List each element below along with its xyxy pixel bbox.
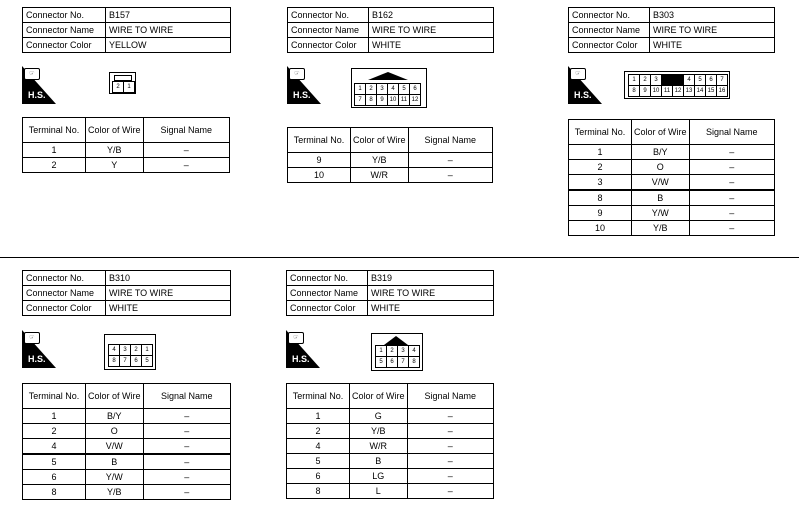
connector-no-label: Connector No. bbox=[23, 271, 106, 286]
connector-no-value: B162 bbox=[369, 8, 494, 23]
terminal-no-cell: 2 bbox=[23, 424, 86, 439]
signal-name-cell: – bbox=[689, 206, 774, 221]
terminal-row bbox=[23, 424, 231, 439]
connector-no-value: B319 bbox=[368, 271, 494, 286]
section-divider bbox=[0, 257, 799, 258]
terminal-no-cell: 1 bbox=[23, 409, 86, 424]
connector-pin: 2 bbox=[130, 344, 142, 356]
connector-pin: 4 bbox=[408, 345, 420, 357]
connector-info-table bbox=[22, 270, 231, 316]
terminal-no-cell: 1 bbox=[569, 145, 632, 160]
signal-name-cell: – bbox=[407, 469, 493, 484]
terminal-table bbox=[286, 383, 494, 499]
connector-color-value: WHITE bbox=[368, 301, 494, 316]
connector-face-diagram bbox=[104, 334, 156, 370]
signal-name-cell: – bbox=[143, 454, 230, 470]
signal-name-cell: – bbox=[407, 424, 493, 439]
connector-info-table bbox=[287, 7, 494, 53]
connector-pin: 12 bbox=[672, 85, 684, 97]
signal-name-header: Signal Name bbox=[143, 384, 230, 409]
terminal-row bbox=[23, 470, 231, 485]
connector-pin: 5 bbox=[375, 356, 387, 368]
terminal-row bbox=[288, 153, 493, 168]
connector-name-label: Connector Name bbox=[287, 286, 368, 301]
hs-icon: ☞ H.S. bbox=[568, 66, 602, 104]
signal-name-header: Signal Name bbox=[407, 384, 493, 409]
connector-name-value: WIRE TO WIRE bbox=[369, 23, 494, 38]
terminal-row bbox=[569, 221, 775, 236]
wire-color-cell: Y/B bbox=[350, 424, 408, 439]
connector-color-value: YELLOW bbox=[106, 38, 231, 53]
terminal-no-cell: 2 bbox=[23, 158, 86, 173]
wire-color-cell: Y/B bbox=[86, 485, 144, 500]
connector-no-label: Connector No. bbox=[569, 8, 650, 23]
connector-pin: 3 bbox=[650, 74, 662, 86]
connector-pin: 11 bbox=[398, 94, 410, 106]
signal-name-cell: – bbox=[407, 454, 493, 469]
terminal-row bbox=[287, 484, 494, 499]
connector-pin: 1 bbox=[141, 344, 153, 356]
connector-pin: 5 bbox=[141, 355, 153, 367]
connector-name-label: Connector Name bbox=[23, 23, 106, 38]
terminal-no-cell: 9 bbox=[288, 153, 351, 168]
connector-no-label: Connector No. bbox=[288, 8, 369, 23]
connector-info-table bbox=[22, 7, 231, 53]
connector-pin: 6 bbox=[386, 356, 398, 368]
wire-color-header: Color of Wire bbox=[351, 128, 409, 153]
terminal-table bbox=[568, 119, 775, 236]
connector-pin: 12 bbox=[409, 94, 421, 106]
hs-icon: ☞ H.S. bbox=[287, 66, 321, 104]
terminal-row bbox=[287, 454, 494, 469]
signal-name-cell: – bbox=[689, 145, 774, 160]
connector-pin: 4 bbox=[683, 74, 695, 86]
terminal-no-cell: 4 bbox=[23, 439, 86, 455]
connector-pin: 5 bbox=[398, 83, 410, 95]
wire-color-cell: Y/W bbox=[86, 470, 144, 485]
wire-color-cell: O bbox=[632, 160, 690, 175]
terminal-no-header: Terminal No. bbox=[288, 128, 351, 153]
terminal-row bbox=[287, 409, 494, 424]
connector-pin: 8 bbox=[365, 94, 377, 106]
connector-pin: 3 bbox=[397, 345, 409, 357]
terminal-no-cell: 6 bbox=[23, 470, 86, 485]
terminal-no-cell: 3 bbox=[569, 175, 632, 191]
connector-pin: 5 bbox=[694, 74, 706, 86]
terminal-row bbox=[287, 439, 494, 454]
terminal-no-cell: 9 bbox=[569, 206, 632, 221]
connector-no-value: B157 bbox=[106, 8, 231, 23]
connector-pin: 1 bbox=[354, 83, 366, 95]
hs-icon: ☞ H.S. bbox=[22, 66, 56, 104]
connector-pin: 16 bbox=[716, 85, 728, 97]
terminal-row bbox=[569, 145, 775, 160]
signal-name-cell: – bbox=[143, 439, 230, 455]
connector-no-label: Connector No. bbox=[23, 8, 106, 23]
connector-no-value: B303 bbox=[650, 8, 775, 23]
terminal-row bbox=[23, 485, 231, 500]
connector-face-diagram bbox=[351, 68, 427, 108]
connector-pin: 1 bbox=[628, 74, 640, 86]
terminal-no-cell: 4 bbox=[287, 439, 350, 454]
terminal-row bbox=[23, 409, 231, 424]
terminal-no-cell: 1 bbox=[287, 409, 350, 424]
wire-color-cell: Y/W bbox=[632, 206, 690, 221]
signal-name-cell: – bbox=[143, 424, 230, 439]
terminal-row bbox=[23, 143, 230, 158]
terminal-row bbox=[569, 160, 775, 175]
wire-color-cell: W/R bbox=[350, 439, 408, 454]
hs-icon: ☞ H.S. bbox=[22, 330, 56, 368]
signal-name-cell: – bbox=[407, 409, 493, 424]
connector-pin: 10 bbox=[387, 94, 399, 106]
wire-color-cell: O bbox=[86, 424, 144, 439]
connector-pin: 8 bbox=[108, 355, 120, 367]
terminal-no-header: Terminal No. bbox=[569, 120, 632, 145]
connector-pin: 1 bbox=[123, 81, 135, 93]
connector-pin: 4 bbox=[387, 83, 399, 95]
signal-name-header: Signal Name bbox=[408, 128, 492, 153]
terminal-no-header: Terminal No. bbox=[23, 118, 86, 143]
signal-name-header: Signal Name bbox=[143, 118, 229, 143]
connector-pin: 7 bbox=[716, 74, 728, 86]
terminal-no-cell: 2 bbox=[569, 160, 632, 175]
connector-color-value: WHITE bbox=[650, 38, 775, 53]
terminal-table bbox=[22, 383, 231, 500]
connector-pin: 2 bbox=[386, 345, 398, 357]
connector-pin: 13 bbox=[683, 85, 695, 97]
connector-face-diagram bbox=[371, 333, 423, 371]
terminal-row bbox=[569, 175, 775, 191]
connector-pin: 15 bbox=[705, 85, 717, 97]
connector-pin: 2 bbox=[639, 74, 651, 86]
connector-pin: 9 bbox=[639, 85, 651, 97]
wire-color-cell: V/W bbox=[86, 439, 144, 455]
terminal-row bbox=[23, 158, 230, 173]
wire-color-cell: B/Y bbox=[632, 145, 690, 160]
terminal-no-header: Terminal No. bbox=[287, 384, 350, 409]
connector-no-label: Connector No. bbox=[287, 271, 368, 286]
wire-color-cell: Y/B bbox=[351, 153, 409, 168]
signal-name-header: Signal Name bbox=[689, 120, 774, 145]
signal-name-cell: – bbox=[408, 168, 492, 183]
connector-name-value: WIRE TO WIRE bbox=[650, 23, 775, 38]
connector-pin: 7 bbox=[119, 355, 131, 367]
wire-color-cell: B bbox=[350, 454, 408, 469]
wire-color-cell: B bbox=[86, 454, 144, 470]
connector-pin: 14 bbox=[694, 85, 706, 97]
connector-pin: 1 bbox=[375, 345, 387, 357]
terminal-row bbox=[23, 454, 231, 470]
connector-color-label: Connector Color bbox=[288, 38, 369, 53]
signal-name-cell: – bbox=[689, 160, 774, 175]
terminal-no-cell: 1 bbox=[23, 143, 86, 158]
signal-name-cell: – bbox=[689, 190, 774, 206]
connector-pin: 9 bbox=[376, 94, 388, 106]
connector-color-label: Connector Color bbox=[287, 301, 368, 316]
connector-name-value: WIRE TO WIRE bbox=[106, 23, 231, 38]
wire-color-header: Color of Wire bbox=[86, 384, 144, 409]
terminal-no-cell: 10 bbox=[569, 221, 632, 236]
connector-pin: 6 bbox=[130, 355, 142, 367]
signal-name-cell: – bbox=[143, 470, 230, 485]
wire-color-header: Color of Wire bbox=[350, 384, 408, 409]
wire-color-cell: B/Y bbox=[86, 409, 144, 424]
connector-no-value: B310 bbox=[106, 271, 231, 286]
signal-name-cell: – bbox=[143, 409, 230, 424]
connector-pin: 7 bbox=[354, 94, 366, 106]
terminal-no-cell: 8 bbox=[569, 190, 632, 206]
signal-name-cell: – bbox=[143, 158, 229, 173]
wire-color-cell: Y/B bbox=[86, 143, 144, 158]
connector-pin: 6 bbox=[705, 74, 717, 86]
terminal-row bbox=[287, 424, 494, 439]
terminal-no-cell: 5 bbox=[287, 454, 350, 469]
terminal-no-cell: 8 bbox=[23, 485, 86, 500]
terminal-no-header: Terminal No. bbox=[23, 384, 86, 409]
connector-info-table bbox=[568, 7, 775, 53]
terminal-row bbox=[23, 439, 231, 455]
terminal-no-cell: 6 bbox=[287, 469, 350, 484]
wire-color-cell: Y bbox=[86, 158, 144, 173]
terminal-no-cell: 8 bbox=[287, 484, 350, 499]
connector-pin: 8 bbox=[628, 85, 640, 97]
connector-color-value: WHITE bbox=[369, 38, 494, 53]
signal-name-cell: – bbox=[407, 439, 493, 454]
connector-color-label: Connector Color bbox=[23, 38, 106, 53]
connector-name-value: WIRE TO WIRE bbox=[368, 286, 494, 301]
signal-name-cell: – bbox=[143, 143, 229, 158]
signal-name-cell: – bbox=[407, 484, 493, 499]
wire-color-cell: LG bbox=[350, 469, 408, 484]
connector-pin: 2 bbox=[112, 81, 124, 93]
connector-pin: 2 bbox=[365, 83, 377, 95]
terminal-no-cell: 5 bbox=[23, 454, 86, 470]
signal-name-cell: – bbox=[689, 221, 774, 236]
connector-name-label: Connector Name bbox=[288, 23, 369, 38]
connector-info-table bbox=[286, 270, 494, 316]
connector-name-label: Connector Name bbox=[569, 23, 650, 38]
terminal-no-cell: 2 bbox=[287, 424, 350, 439]
connector-pin: 10 bbox=[650, 85, 662, 97]
terminal-table bbox=[22, 117, 230, 173]
terminal-table bbox=[287, 127, 493, 183]
connector-color-label: Connector Color bbox=[569, 38, 650, 53]
connector-pin: 11 bbox=[661, 85, 673, 97]
signal-name-cell: – bbox=[408, 153, 492, 168]
signal-name-cell: – bbox=[689, 175, 774, 191]
terminal-no-cell: 10 bbox=[288, 168, 351, 183]
connector-pin: 3 bbox=[119, 344, 131, 356]
wire-color-cell: W/R bbox=[351, 168, 409, 183]
connector-pin: 3 bbox=[376, 83, 388, 95]
terminal-row bbox=[287, 469, 494, 484]
terminal-row bbox=[569, 206, 775, 221]
terminal-row bbox=[288, 168, 493, 183]
wire-color-cell: B bbox=[632, 190, 690, 206]
connector-color-label: Connector Color bbox=[23, 301, 106, 316]
wire-color-cell: G bbox=[350, 409, 408, 424]
wire-color-header: Color of Wire bbox=[632, 120, 690, 145]
hs-icon: ☞ H.S. bbox=[286, 330, 320, 368]
connector-face-diagram bbox=[624, 71, 730, 99]
connector-pin: 7 bbox=[397, 356, 409, 368]
terminal-row bbox=[569, 190, 775, 206]
connector-color-value: WHITE bbox=[106, 301, 231, 316]
connector-pin: 6 bbox=[409, 83, 421, 95]
signal-name-cell: – bbox=[143, 485, 230, 500]
connector-pin: 8 bbox=[408, 356, 420, 368]
wire-color-cell: V/W bbox=[632, 175, 690, 191]
wire-color-cell: Y/B bbox=[632, 221, 690, 236]
wire-color-header: Color of Wire bbox=[86, 118, 144, 143]
connector-pin: 4 bbox=[108, 344, 120, 356]
wire-color-cell: L bbox=[350, 484, 408, 499]
connector-name-label: Connector Name bbox=[23, 286, 106, 301]
connector-face-diagram bbox=[109, 72, 136, 94]
connector-name-value: WIRE TO WIRE bbox=[106, 286, 231, 301]
